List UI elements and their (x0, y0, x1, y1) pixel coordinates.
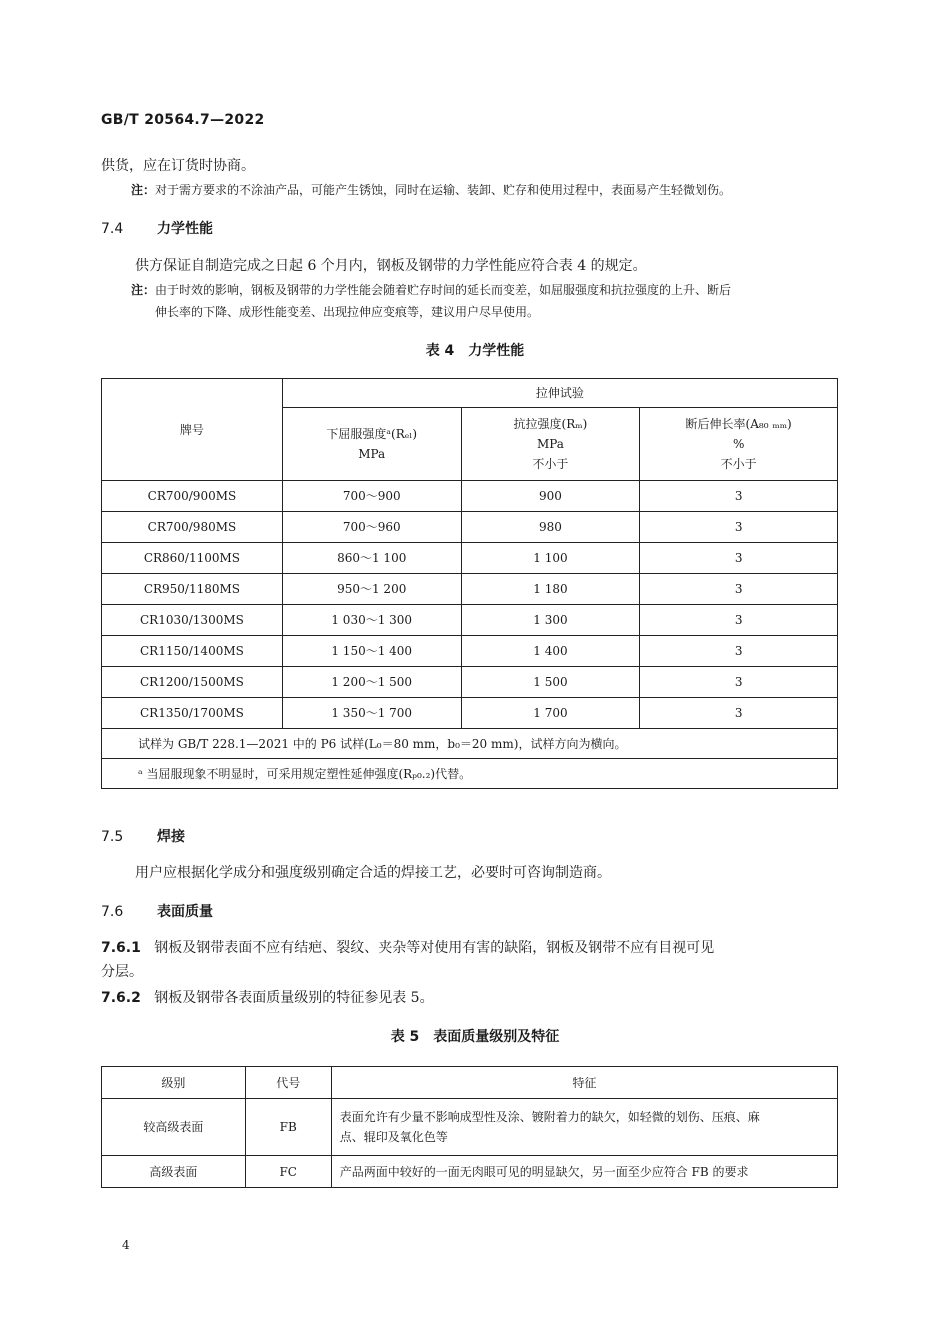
table4 (101, 378, 838, 789)
cell-elongation: 3 (640, 667, 838, 698)
section-title: 焊接 (157, 829, 185, 845)
page-number: 4 (122, 1238, 130, 1252)
standard-number: GB/T 20564.7—2022 (101, 112, 265, 128)
cell-yield: 860～1 100 (282, 543, 461, 574)
cell-grade: CR1030/1300MS (102, 605, 283, 636)
cell-elongation: 3 (640, 481, 838, 512)
section-7-4-paragraph: 供方保证自制造完成之日起 6 个月内，钢板及钢带的力学性能应符合表 4 的规定。 (135, 258, 647, 274)
table-row (102, 698, 838, 729)
clause-7-6-1 (101, 938, 841, 958)
table5-caption: 表 5 表面质量级别及特征 (390, 1029, 560, 1045)
cell-elongation: 3 (640, 605, 838, 636)
cell-elongation: 3 (640, 512, 838, 543)
clause-text: 钢板及钢带各表面质量级别的特征参见表 5。 (154, 990, 434, 1006)
table-row (102, 1099, 838, 1156)
cell-grade: CR1200/1500MS (102, 667, 283, 698)
cell-tensile: 980 (461, 512, 640, 543)
section-7-4-note (131, 280, 731, 300)
cell-tensile: 1 700 (461, 698, 640, 729)
cell-elongation: 3 (640, 574, 838, 605)
cell-yield: 950～1 200 (282, 574, 461, 605)
cell-elongation: 3 (640, 543, 838, 574)
cell-level: 高级表面 (102, 1156, 246, 1188)
cell-grade: CR700/980MS (102, 512, 283, 543)
table-row (102, 1156, 838, 1188)
clause-number: 7.6.2 (101, 990, 141, 1006)
header-yield-strength (282, 408, 461, 481)
table-row (102, 636, 838, 667)
cell-tensile: 1 500 (461, 667, 640, 698)
note-label: 注： (131, 183, 156, 197)
el-min: 不小于 (720, 457, 757, 471)
section-number: 7.4 (101, 221, 124, 237)
ts-unit: MPa (536, 437, 564, 451)
cell-tensile: 1 100 (461, 543, 640, 574)
cell-grade: CR860/1100MS (102, 543, 283, 574)
table5 (101, 1066, 838, 1188)
cell-yield: 1 350～1 700 (282, 698, 461, 729)
cell-elongation: 3 (640, 698, 838, 729)
clause-number: 7.6.1 (101, 940, 141, 956)
cell-yield: 1 150～1 400 (282, 636, 461, 667)
note-text: 对于需方要求的不涂油产品，可能产生锈蚀，同时在运输、装卸、贮存和使用过程中，表面易产生轻微划伤。 (155, 183, 732, 197)
section-7-5-paragraph: 用户应根据化学成分和强度级别确定合适的焊接工艺，必要时可咨询制造商。 (135, 865, 611, 881)
header-code: 代号 (245, 1067, 331, 1099)
section-7-4-heading (101, 218, 213, 238)
yield-unit: MPa (358, 447, 386, 461)
el-unit: % (732, 437, 745, 451)
cell-yield: 700～960 (282, 512, 461, 543)
cell-level: 较高级表面 (102, 1099, 246, 1156)
note-text-line1: 由于时效的影响，钢板及钢带的力学性能会随着贮存时间的延长而变差，如屈服强度和抗拉强度的上升、断后 (155, 283, 732, 297)
table-row (102, 512, 838, 543)
cell-tensile: 1 300 (461, 605, 640, 636)
section-number: 7.6 (101, 904, 124, 920)
cell-code: FB (245, 1099, 331, 1156)
cell-yield: 1 030～1 300 (282, 605, 461, 636)
cell-code: FC (245, 1156, 331, 1188)
cell-grade: CR1350/1700MS (102, 698, 283, 729)
cell-yield: 1 200～1 500 (282, 667, 461, 698)
clause-7-6-1-line2: 分层。 (101, 964, 143, 980)
cell-feature: 产品两面中较好的一面无肉眼可见的明显缺欠，另一面至少应符合 FB 的要求 (331, 1156, 837, 1188)
section-7-4-note-line2: 伸长率的下降、成形性能变差、出现拉伸应变痕等，建议用户尽早使用。 (155, 305, 540, 319)
header-feature: 特征 (331, 1067, 837, 1099)
el-label: 断后伸长率(A₈₀ ₘₘ) (685, 417, 792, 431)
table-row (102, 605, 838, 636)
section-7-5-heading (101, 826, 185, 846)
intro-note (131, 180, 731, 200)
table4-footnote-a: ᵃ 当屈服现象不明显时，可采用规定塑性延伸强度(Rₚ₀.₂)代替。 (102, 759, 838, 789)
note-label: 注： (131, 283, 156, 297)
clause-7-6-2 (101, 988, 434, 1008)
table4-footnote-specimen: 试样为 GB/T 228.1—2021 中的 P6 试样(L₀＝80 mm，b₀＝20 mm)，试样方向为横向。 (102, 729, 838, 759)
header-tensile-test: 拉伸试验 (282, 379, 837, 408)
table-row (102, 543, 838, 574)
section-title: 力学性能 (157, 221, 213, 237)
cell-tensile: 900 (461, 481, 640, 512)
section-7-6-heading (101, 901, 213, 921)
cell-grade: CR1150/1400MS (102, 636, 283, 667)
section-title: 表面质量 (157, 904, 213, 920)
section-number: 7.5 (101, 829, 124, 845)
cell-tensile: 1 180 (461, 574, 640, 605)
clause-text: 钢板及钢带表面不应有结疤、裂纹、夹杂等对使用有害的缺陷，钢板及钢带不应有目视可见 (154, 940, 715, 956)
header-tensile-strength (461, 408, 640, 481)
ts-min: 不小于 (532, 457, 569, 471)
header-level: 级别 (102, 1067, 246, 1099)
table-row (102, 574, 838, 605)
cell-elongation: 3 (640, 636, 838, 667)
cell-grade: CR700/900MS (102, 481, 283, 512)
cell-yield: 700～900 (282, 481, 461, 512)
table-row (102, 481, 838, 512)
cell-tensile: 1 400 (461, 636, 640, 667)
feature-line2: 点、辊印及氧化色等 (339, 1130, 448, 1144)
table4-caption: 表 4 力学性能 (425, 343, 525, 359)
cell-grade: CR950/1180MS (102, 574, 283, 605)
header-elongation (640, 408, 838, 481)
yield-label: 下屈服强度ᵃ(Rₑₗ) (326, 427, 418, 441)
feature-line1: 表面允许有少量不影响成型性及涂、镀附着力的缺欠，如轻微的划伤、压痕、麻 (339, 1110, 760, 1124)
header-grade: 牌号 (102, 379, 283, 481)
ts-label: 抗拉强度(Rₘ) (513, 417, 588, 431)
intro-line: 供货，应在订货时协商。 (101, 158, 255, 174)
cell-feature (331, 1099, 837, 1156)
table-row (102, 667, 838, 698)
